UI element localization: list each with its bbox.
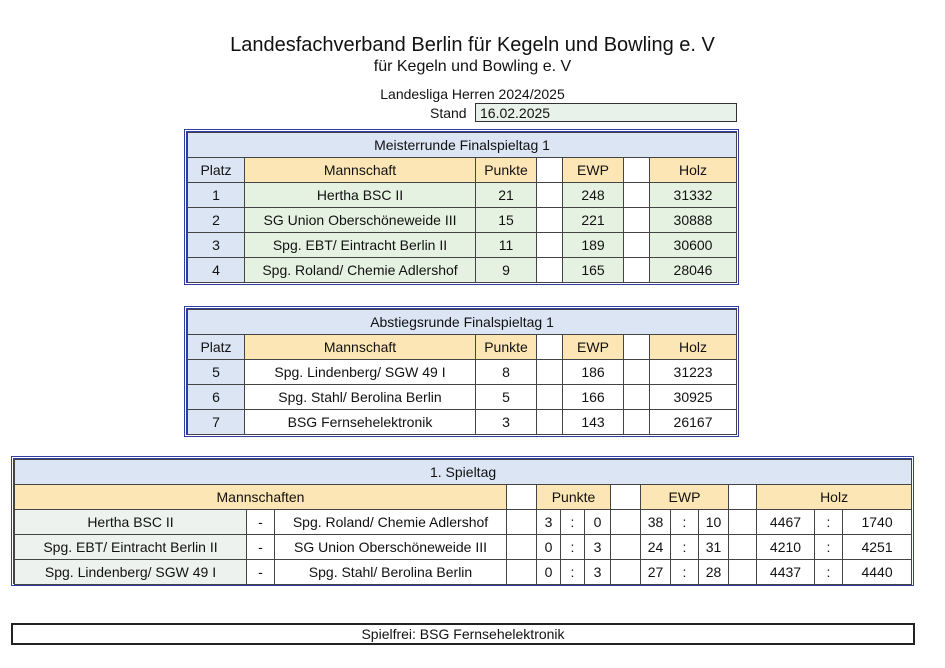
home-team-cell: Spg. Lindenberg/ SGW 49 I (15, 560, 247, 585)
spacer-cell (537, 258, 563, 283)
header-holz: Holz (650, 158, 737, 183)
ewp-cell: 186 (563, 360, 624, 385)
table-row (188, 360, 737, 385)
spacer-cell (611, 535, 641, 560)
spacer-cell (537, 385, 563, 410)
spacer-cell (507, 535, 537, 560)
punkte-cell: 9 (476, 258, 537, 283)
spacer-cell (507, 560, 537, 585)
away-team-cell: Spg. Roland/ Chemie Adlershof (275, 510, 507, 535)
header-mannschaft: Mannschaft (245, 335, 476, 360)
ewp-home-cell: 24 (641, 535, 671, 560)
ewp-away-cell: 10 (699, 510, 729, 535)
header-platz: Platz (188, 335, 245, 360)
match-row (15, 535, 912, 560)
home-team-cell: Spg. EBT/ Eintracht Berlin II (15, 535, 247, 560)
colon-cell: : (815, 560, 843, 585)
holz-away-cell: 4251 (843, 535, 912, 560)
header-mannschaft: Mannschaft (245, 158, 476, 183)
stand-label: Stand (430, 105, 467, 121)
holz-cell: 31223 (650, 360, 737, 385)
platz-cell: 2 (188, 208, 245, 233)
spacer-cell (729, 510, 757, 535)
ewp-away-cell: 28 (699, 560, 729, 585)
platz-cell: 6 (188, 385, 245, 410)
platz-cell: 3 (188, 233, 245, 258)
header-platz: Platz (188, 158, 245, 183)
spacer-cell (624, 385, 650, 410)
holz-home-cell: 4467 (757, 510, 815, 535)
punkte-home-cell: 0 (537, 560, 561, 585)
match-row (15, 560, 912, 585)
header-holz: Holz (757, 485, 912, 510)
punkte-cell: 15 (476, 208, 537, 233)
spacer-cell (611, 485, 641, 510)
dash-cell: - (247, 510, 275, 535)
abstiegsrunde-table (187, 309, 737, 435)
ewp-cell: 166 (563, 385, 624, 410)
spacer-cell (624, 158, 650, 183)
spacer-cell (537, 360, 563, 385)
home-team-cell: Hertha BSC II (15, 510, 247, 535)
spielfrei-note: Spielfrei: BSG Fernsehelektronik (11, 623, 915, 645)
platz-cell: 4 (188, 258, 245, 283)
team-cell: Spg. EBT/ Eintracht Berlin II (245, 233, 476, 258)
spacer-cell (537, 335, 563, 360)
holz-cell: 28046 (650, 258, 737, 283)
header-ewp: EWP (563, 158, 624, 183)
dash-cell: - (247, 535, 275, 560)
colon-cell: : (671, 510, 699, 535)
team-cell: BSG Fernsehelektronik (245, 410, 476, 435)
spieltag-table (14, 459, 912, 585)
holz-cell: 30925 (650, 385, 737, 410)
punkte-away-cell: 3 (585, 535, 611, 560)
punkte-cell: 3 (476, 410, 537, 435)
holz-home-cell: 4210 (757, 535, 815, 560)
colon-cell: : (671, 535, 699, 560)
ewp-cell: 221 (563, 208, 624, 233)
page-title: Landesfachverband Berlin für Kegeln und Bowling e. V (230, 34, 715, 56)
league-name: Landesliga Herren 2024/2025 (380, 86, 565, 102)
punkte-cell: 11 (476, 233, 537, 258)
header-punkte: Punkte (476, 158, 537, 183)
platz-cell: 5 (188, 360, 245, 385)
holz-away-cell: 1740 (843, 510, 912, 535)
table-row (188, 183, 737, 208)
table-row (188, 385, 737, 410)
spacer-cell (624, 208, 650, 233)
away-team-cell: Spg. Stahl/ Berolina Berlin (275, 560, 507, 585)
spacer-cell (729, 485, 757, 510)
holz-cell: 31332 (650, 183, 737, 208)
meisterrunde-title: Meisterrunde Finalspieltag 1 (188, 133, 737, 158)
header-punkte: Punkte (537, 485, 611, 510)
dash-cell: - (247, 560, 275, 585)
holz-cell: 30600 (650, 233, 737, 258)
platz-cell: 1 (188, 183, 245, 208)
spacer-cell (507, 485, 537, 510)
spacer-cell (537, 208, 563, 233)
spacer-cell (537, 410, 563, 435)
stand-date: 16.02.2025 (475, 103, 737, 122)
spieltag-title: 1. Spieltag (15, 460, 912, 485)
punkte-cell: 8 (476, 360, 537, 385)
colon-cell: : (671, 560, 699, 585)
spacer-cell (624, 258, 650, 283)
ewp-cell: 248 (563, 183, 624, 208)
ewp-cell: 189 (563, 233, 624, 258)
punkte-home-cell: 3 (537, 510, 561, 535)
punkte-away-cell: 0 (585, 510, 611, 535)
team-cell: Spg. Stahl/ Berolina Berlin (245, 385, 476, 410)
punkte-home-cell: 0 (537, 535, 561, 560)
team-cell: Hertha BSC II (245, 183, 476, 208)
header-ewp: EWP (563, 335, 624, 360)
spacer-cell (729, 535, 757, 560)
spacer-cell (624, 410, 650, 435)
ewp-home-cell: 38 (641, 510, 671, 535)
spacer-cell (624, 360, 650, 385)
spacer-cell (611, 560, 641, 585)
colon-cell: : (561, 510, 585, 535)
team-cell: Spg. Lindenberg/ SGW 49 I (245, 360, 476, 385)
header-mannschaften: Mannschaften (15, 485, 507, 510)
spacer-cell (537, 158, 563, 183)
punkte-cell: 21 (476, 183, 537, 208)
abstiegsrunde-title: Abstiegsrunde Finalspieltag 1 (188, 310, 737, 335)
spacer-cell (624, 183, 650, 208)
team-cell: SG Union Oberschöneweide III (245, 208, 476, 233)
header-punkte: Punkte (476, 335, 537, 360)
holz-cell: 30888 (650, 208, 737, 233)
header-ewp: EWP (641, 485, 729, 510)
ewp-cell: 143 (563, 410, 624, 435)
colon-cell: : (561, 535, 585, 560)
punkte-cell: 5 (476, 385, 537, 410)
holz-cell: 26167 (650, 410, 737, 435)
holz-away-cell: 4440 (843, 560, 912, 585)
table-row (188, 208, 737, 233)
punkte-away-cell: 3 (585, 560, 611, 585)
table-row (188, 410, 737, 435)
away-team-cell: SG Union Oberschöneweide III (275, 535, 507, 560)
colon-cell: : (815, 510, 843, 535)
table-row (188, 258, 737, 283)
ewp-cell: 165 (563, 258, 624, 283)
page-subtitle: für Kegeln und Bowling e. V (373, 58, 572, 75)
spacer-cell (729, 560, 757, 585)
team-cell: Spg. Roland/ Chemie Adlershof (245, 258, 476, 283)
match-row (15, 510, 912, 535)
spacer-cell (624, 335, 650, 360)
spacer-cell (507, 510, 537, 535)
spacer-cell (611, 510, 641, 535)
ewp-home-cell: 27 (641, 560, 671, 585)
ewp-away-cell: 31 (699, 535, 729, 560)
spacer-cell (537, 183, 563, 208)
holz-home-cell: 4437 (757, 560, 815, 585)
spacer-cell (537, 233, 563, 258)
colon-cell: : (561, 560, 585, 585)
spacer-cell (624, 233, 650, 258)
meisterrunde-table (187, 132, 737, 283)
platz-cell: 7 (188, 410, 245, 435)
colon-cell: : (815, 535, 843, 560)
header-holz: Holz (650, 335, 737, 360)
table-row (188, 233, 737, 258)
